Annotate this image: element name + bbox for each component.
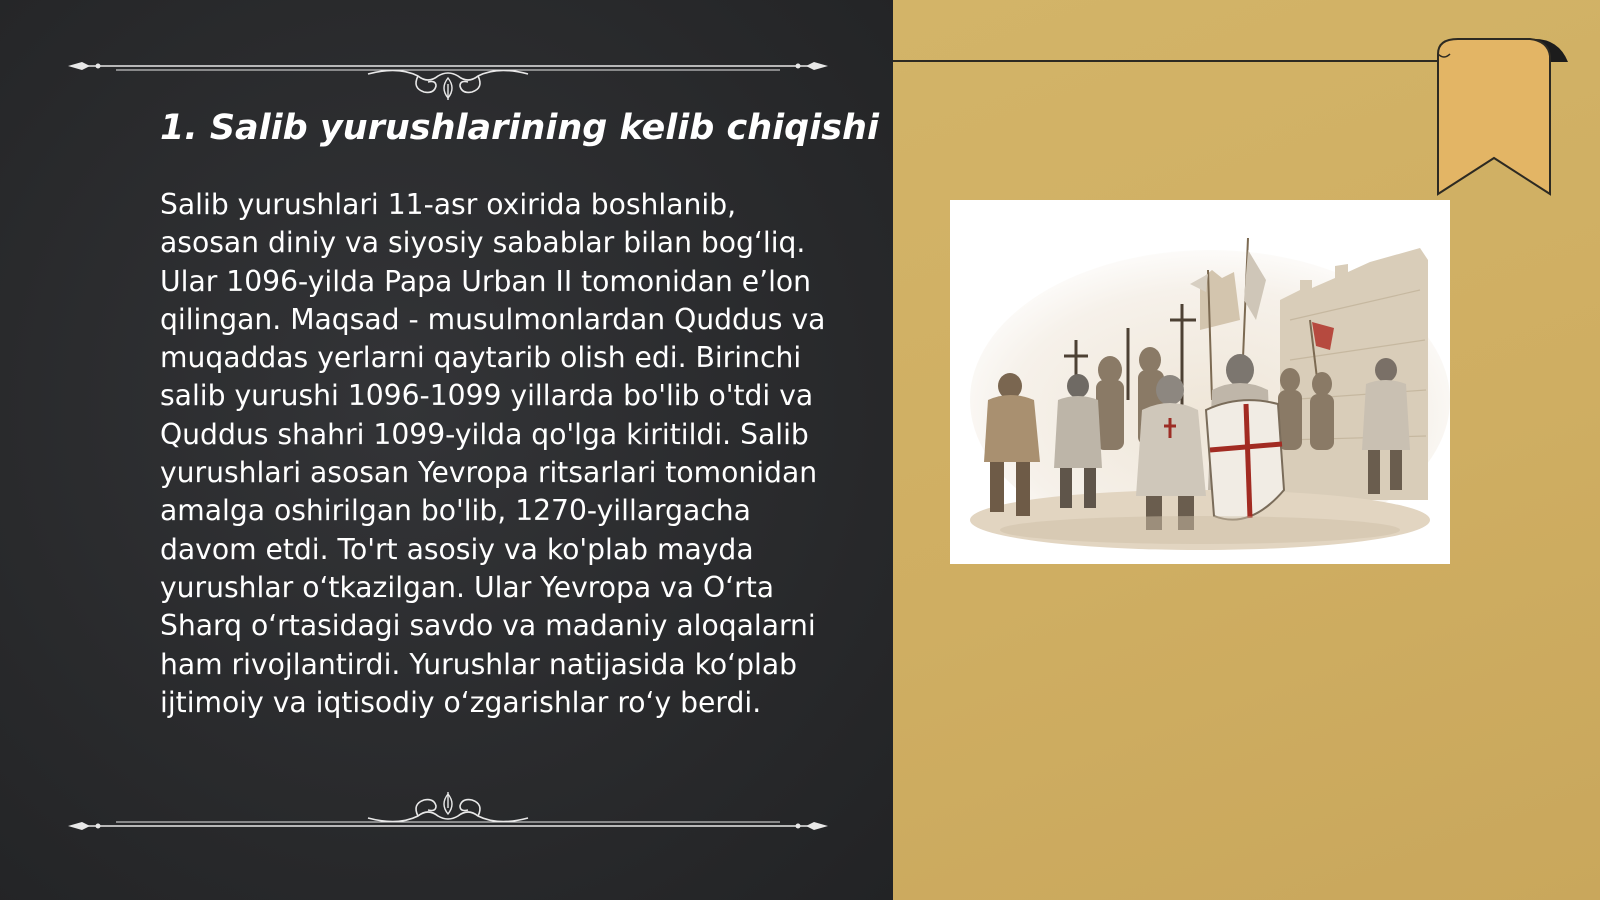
crusaders-illustration	[950, 200, 1450, 564]
horizontal-rule	[893, 60, 1438, 62]
slide-body-text: Salib yurushlari 11-asr oxirida boshlanib, asosan diniy va siyosiy sabablar bilan bog‘liq. Ular 1096-yilda Papa Urban II tomonidan e’lon qilingan. Maqsad - musulmonlardan Quddus va muqaddas yerlarni qaytarib olish edi. Birinchi salib yurushi 1096-1099 yillarda bo'lib o'tdi va Quddus shahri 1099-yilda qo'lga kiritildi. Salib yurushlari asosan Yevropa ritsarlari tomonidan amalga oshirilgan bo'lib, 1270-yillargacha davom etdi. To'rt asosiy va ko'plab mayda yurushlar o‘tkazilgan. Ular Yevropa va O‘rta Sharq o‘rtasidagi savdo va madaniy aloqalarni ham rivojlantirdi. Yurushlar natijasida ko‘plab ijtimoiy va iqtisodiy o‘zgarishlar ro‘y berdi.	[160, 188, 826, 719]
ornamental-divider-icon	[68, 770, 828, 830]
slide-title: 1. Salib yurushlarining kelib chiqishi	[160, 108, 879, 148]
ornamental-divider-icon	[68, 40, 828, 100]
bookmark-ribbon-icon	[1430, 36, 1568, 196]
crusaders-illustration-icon	[950, 200, 1450, 564]
